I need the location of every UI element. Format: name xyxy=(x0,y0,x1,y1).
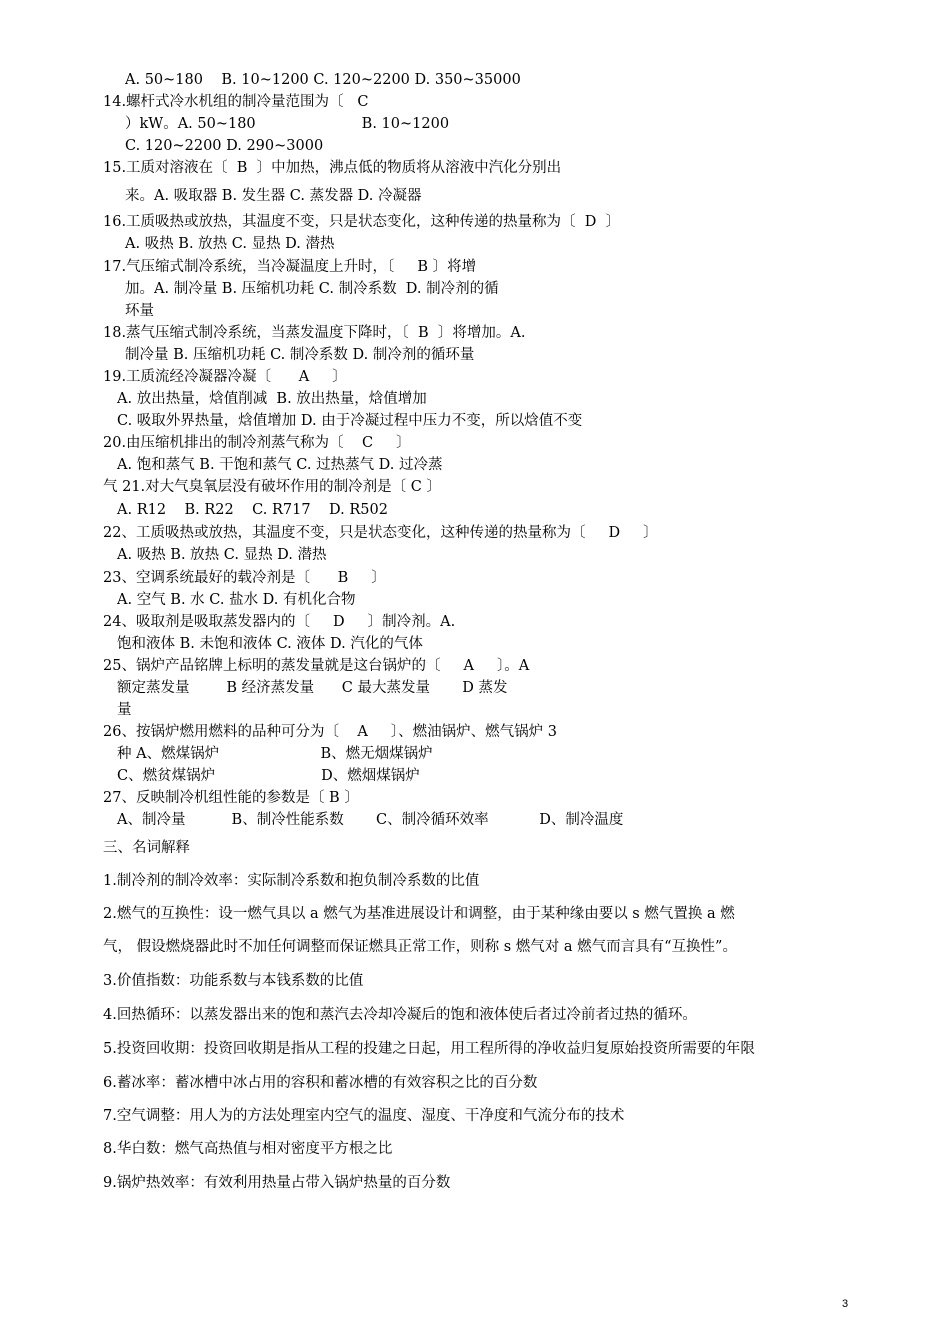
question-line: 23、空调系统最好的载冷剂是〔 B 〕 xyxy=(103,570,386,586)
question-line: A. 放出热量，焓值削减 B. 放出热量，焓值增加 xyxy=(117,391,427,407)
question-line: 27、反映制冷机组性能的参数是〔 B 〕 xyxy=(103,790,359,806)
definition-line: 3.价值指数：功能系数与本钱系数的比值 xyxy=(103,973,364,989)
question-line: 量 xyxy=(117,702,132,718)
question-line: 种 A、燃煤锅炉 B、燃无烟煤锅炉 xyxy=(117,746,433,762)
definition-line: 1.制冷剂的制冷效率：实际制冷系数和抱负制冷系数的比值 xyxy=(103,873,480,889)
question-line: 15.工质对溶液在〔 B 〕中加热，沸点低的物质将从溶液中汽化分别出 xyxy=(103,160,562,176)
definition-line: 5.投资回收期：投资回收期是指从工程的投建之日起，用工程所得的净收益归复原始投资所需要的年限 xyxy=(103,1041,755,1057)
question-line: 18.蒸气压缩式制冷系统，当蒸发温度下降时，〔 B 〕将增加。A. xyxy=(103,325,526,341)
question-line: 饱和液体 B. 未饱和液体 C. 液体 D. 汽化的气体 xyxy=(117,636,423,652)
question-line: 额定蒸发量 B 经济蒸发量 C 最大蒸发量 D 蒸发 xyxy=(117,680,508,696)
question-line: 19.工质流经冷凝器冷凝〔 A 〕 xyxy=(103,369,347,385)
question-line: C. 吸取外界热量，焓值增加 D. 由于冷凝过程中压力不变，所以焓值不变 xyxy=(117,413,583,429)
definition-line: 气， 假设燃烧器此时不加任何调整而保证燃具正常工作，则称 s 燃气对 a 燃气而言具有“互换性”。 xyxy=(103,939,737,955)
question-line: 14.螺杆式冷水机组的制冷量范围为〔 C xyxy=(103,94,369,110)
question-line: 气 21.对大气臭氧层没有破坏作用的制冷剂是〔 C 〕 xyxy=(103,479,441,495)
question-line: 加。A. 制冷量 B. 压缩机功耗 C. 制冷系数 D. 制冷剂的循 xyxy=(125,281,499,297)
question-line: A. 空气 B. 水 C. 盐水 D. 有机化合物 xyxy=(117,592,356,608)
question-line: 20.由压缩机排出的制冷剂蒸气称为〔 C 〕 xyxy=(103,435,411,451)
question-line: C、燃贫煤锅炉 D、燃烟煤锅炉 xyxy=(117,768,420,784)
question-line: 16.工质吸热或放热，其温度不变，只是状态变化，这种传递的热量称为〔 D 〕 xyxy=(103,214,621,230)
definition-line: 8.华白数：燃气高热值与相对密度平方根之比 xyxy=(103,1141,393,1157)
question-line: A、制冷量 B、制冷性能系数 C、制冷循环效率 D、制冷温度 xyxy=(117,812,624,828)
question-line: A. 饱和蒸气 B. 干饱和蒸气 C. 过热蒸气 D. 过冷蒸 xyxy=(117,457,443,473)
question-line: A. 吸热 B. 放热 C. 显热 D. 潜热 xyxy=(117,547,327,563)
question-line: A. 吸热 B. 放热 C. 显热 D. 潜热 xyxy=(125,236,335,252)
page-number: 3 xyxy=(842,1298,849,1310)
section-title: 三、名词解释 xyxy=(103,840,190,856)
question-line: 26、按锅炉燃用燃料的品种可分为〔 A 〕、燃油锅炉、燃气锅炉 3 xyxy=(103,724,557,740)
definition-line: 6.蓄冰率：蓄冰槽中冰占用的容积和蓄冰槽的有效容积之比的百分数 xyxy=(103,1075,538,1091)
definition-line: 7.空气调整：用人为的方法处理室内空气的温度、湿度、干净度和气流分布的技术 xyxy=(103,1108,625,1124)
question-line: 24、吸取剂是吸取蒸发器内的〔 D 〕制冷剂。A. xyxy=(103,614,456,630)
question-line: 制冷量 B. 压缩机功耗 C. 制冷系数 D. 制冷剂的循环量 xyxy=(125,347,475,363)
question-line: 22、工质吸热或放热，其温度不变，只是状态变化，这种传递的热量称为〔 D 〕 xyxy=(103,525,658,541)
definition-line: 4.回热循环：以蒸发器出来的饱和蒸汽去冷却冷凝后的饱和液体使后者过冷前者过热的循环。 xyxy=(103,1007,697,1023)
question-line: 来。A. 吸取器 B. 发生器 C. 蒸发器 D. 冷凝器 xyxy=(125,188,422,204)
definition-line: 2.燃气的互换性：设一燃气具以 a 燃气为基准进展设计和调整，由于某种缘由要以 s 燃气置换 a 燃 xyxy=(103,906,735,922)
question-line: ）kW。A. 50~180 B. 10~1200 xyxy=(125,116,450,132)
question-line: 25、锅炉产品铭牌上标明的蒸发量就是这台锅炉的〔 A 〕。A xyxy=(103,658,530,674)
question-line: 环量 xyxy=(125,303,154,319)
definition-line: 9.锅炉热效率：有效利用热量占带入锅炉热量的百分数 xyxy=(103,1175,451,1191)
question-line: C. 120~2200 D. 290~3000 xyxy=(125,138,324,154)
question-line: A. R12 B. R22 C. R717 D. R502 xyxy=(117,502,388,518)
question-line: A. 50~180 B. 10~1200 C. 120~2200 D. 350~35000 xyxy=(125,72,521,88)
question-line: 17.气压缩式制冷系统，当冷凝温度上升时，〔 B 〕将增 xyxy=(103,259,477,275)
